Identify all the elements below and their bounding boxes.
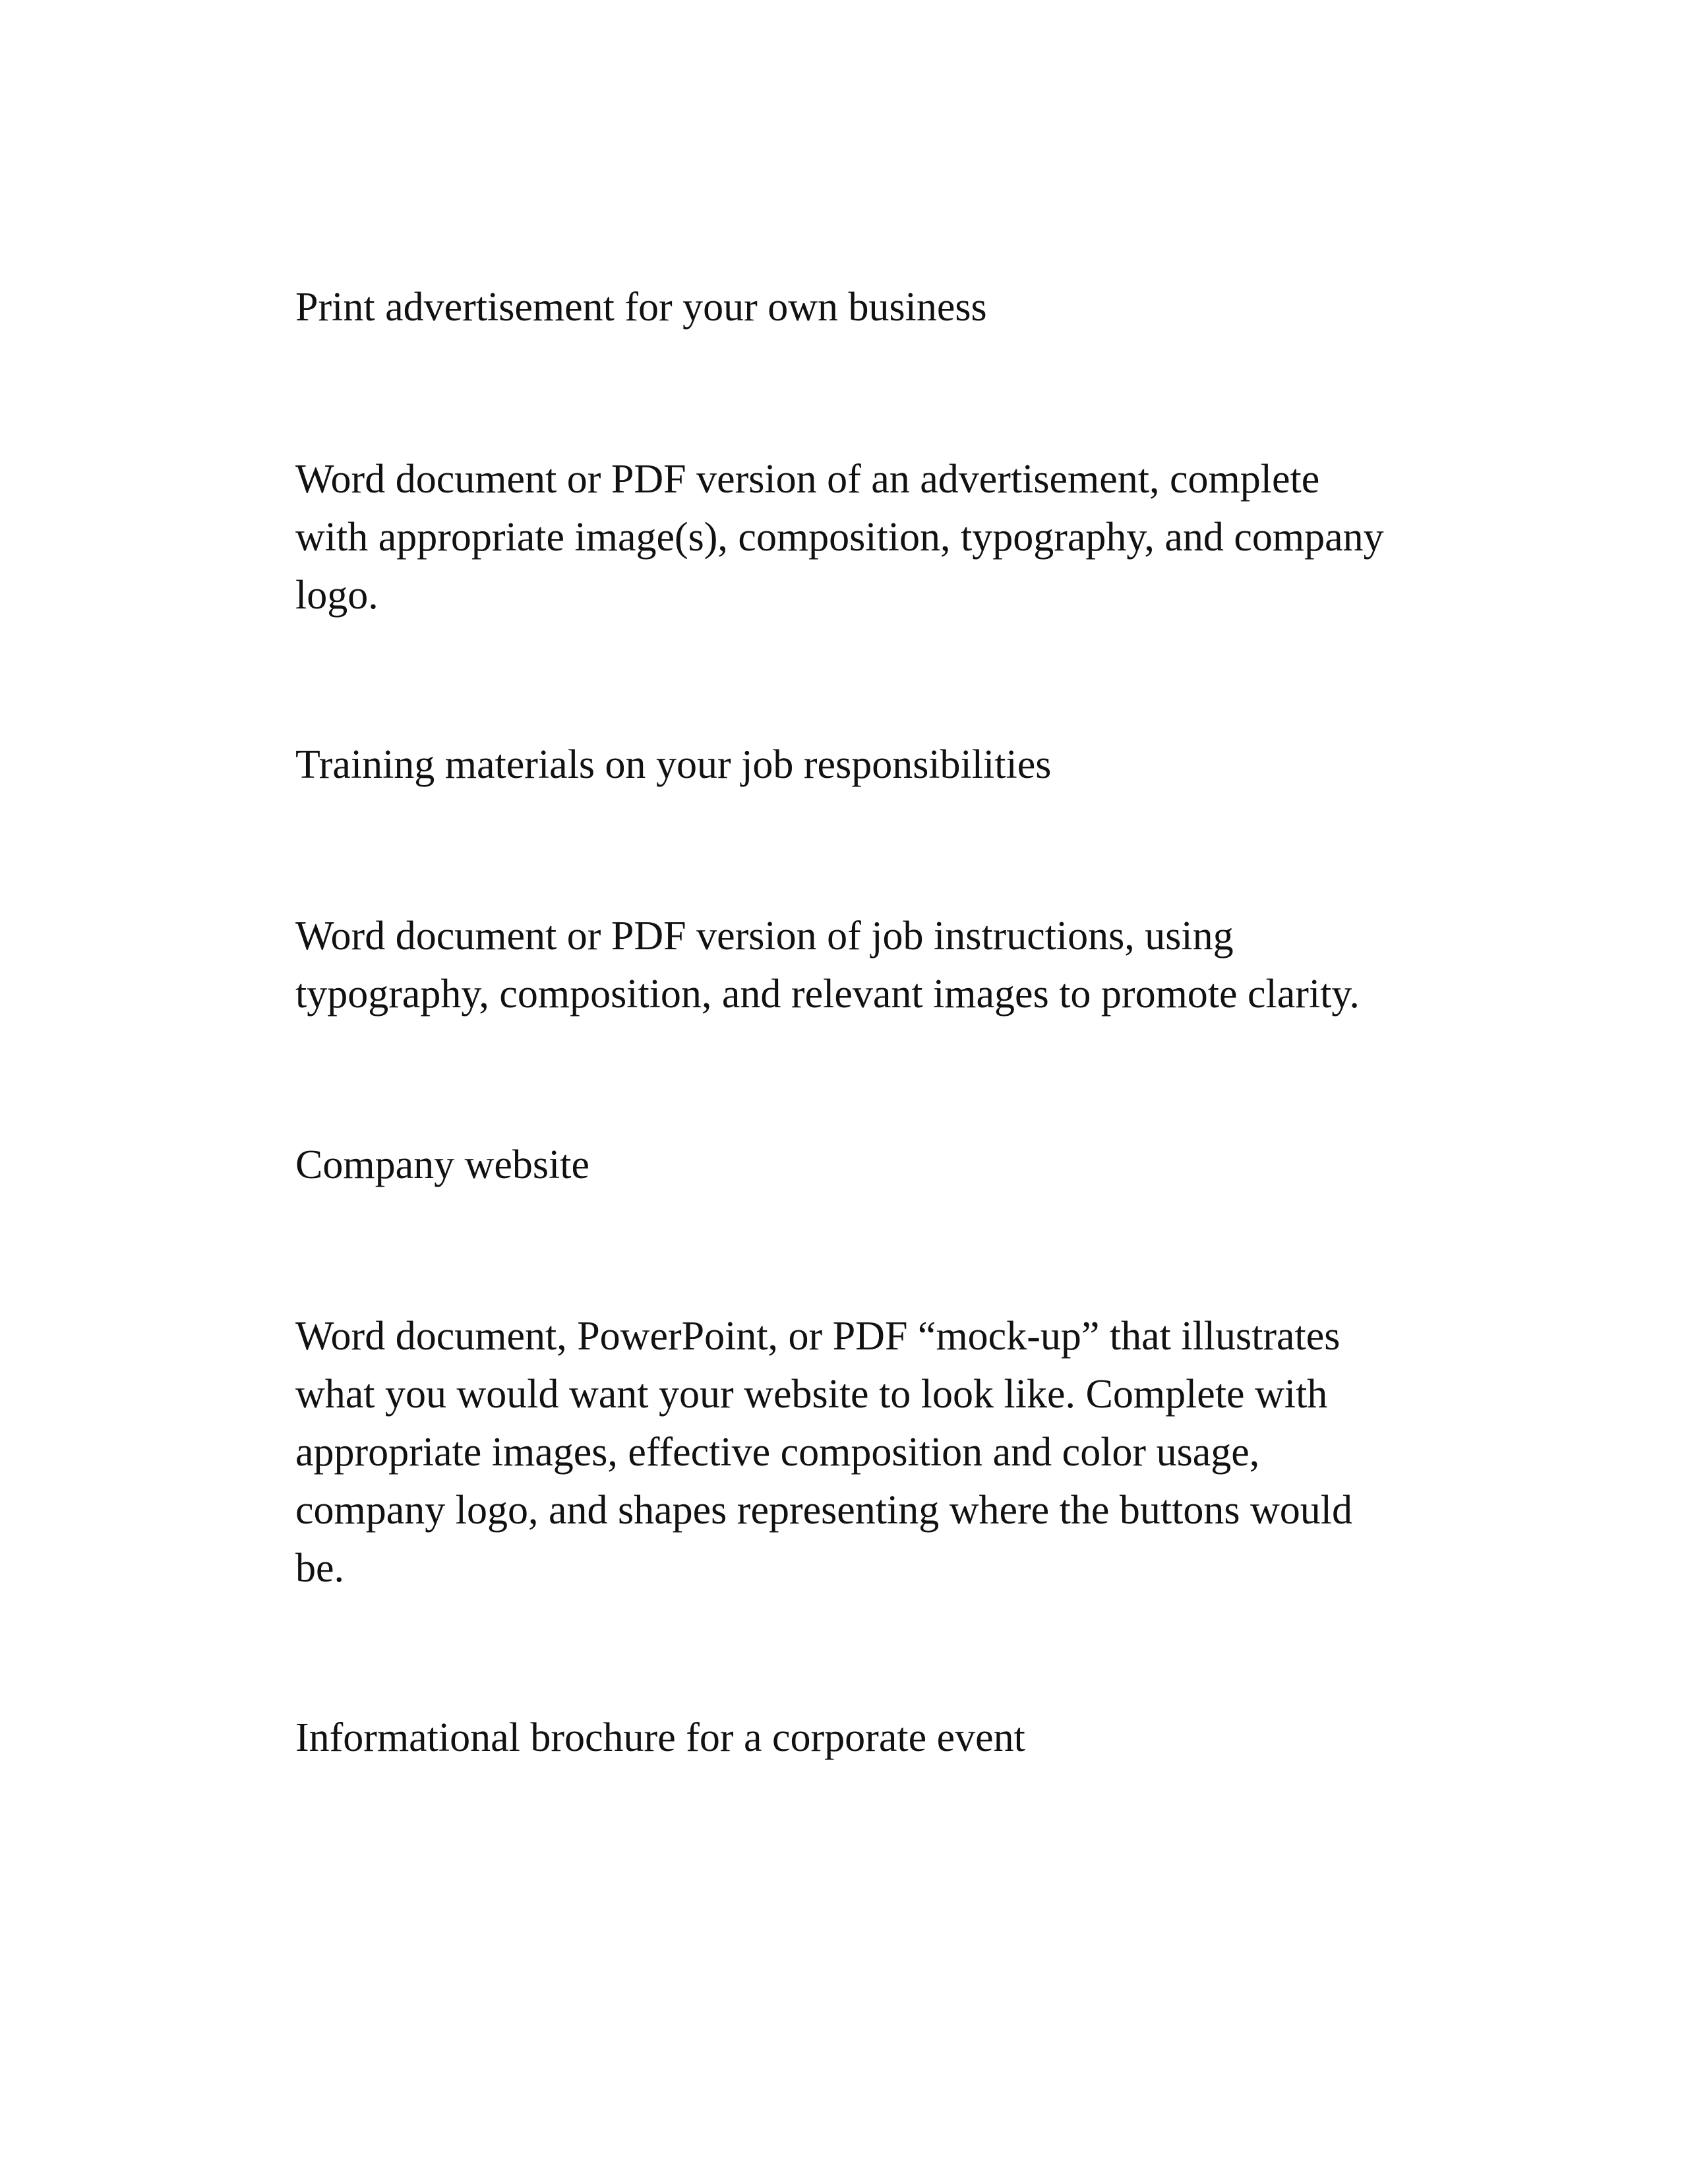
text-line: typography, composition, and relevant images to promote clarity. <box>295 972 1360 1017</box>
text-line: Word document or PDF version of job instructions, using <box>295 914 1234 959</box>
heading-print-advertisement <box>295 278 1482 336</box>
text-line: Informational brochure for a corporate event <box>295 1715 1025 1760</box>
text-line: Print advertisement for your own business <box>295 285 987 330</box>
text-line: what you would want your website to look like. Complete with <box>295 1372 1328 1417</box>
text-line: company logo, and shapes representing where the buttons would <box>295 1488 1353 1533</box>
text-line: with appropriate image(s), composition, typography, and company <box>295 515 1384 560</box>
text-line: Training materials on your job responsibilities <box>295 742 1052 787</box>
heading-training-materials <box>295 736 1482 794</box>
text-line: Word document, PowerPoint, or PDF “mock-up” that illustrates <box>295 1314 1341 1359</box>
text-line: be. <box>295 1546 345 1591</box>
text-line: Word document or PDF version of an advertisement, complete <box>295 457 1320 502</box>
heading-company-website <box>295 1136 1482 1194</box>
heading-informational-brochure <box>295 1709 1482 1767</box>
description-company-website <box>295 1307 1482 1597</box>
text-line: Company website <box>295 1142 589 1187</box>
description-training-materials <box>295 907 1482 1023</box>
text-line: logo. <box>295 573 378 618</box>
description-print-advertisement <box>295 450 1482 624</box>
text-line: appropriate images, effective composition and color usage, <box>295 1430 1260 1475</box>
